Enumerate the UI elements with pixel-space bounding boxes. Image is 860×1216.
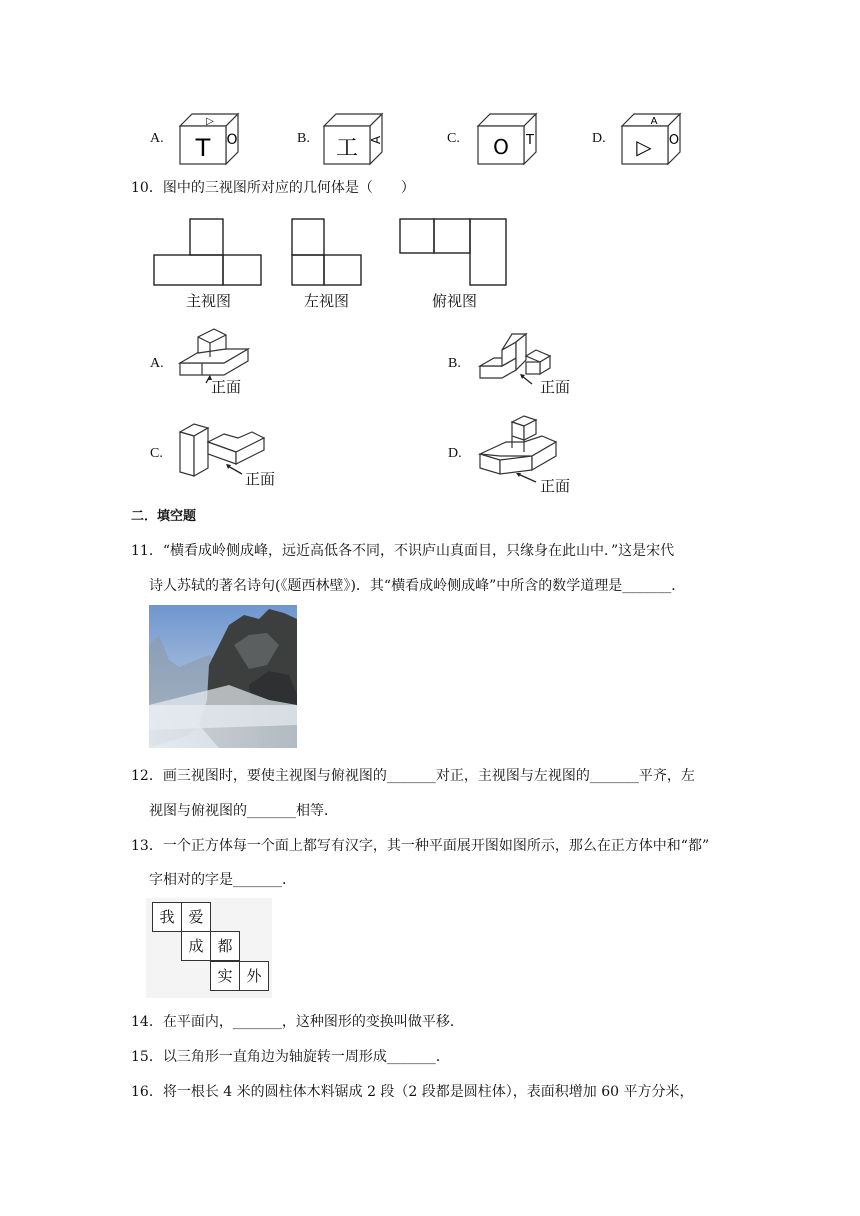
q10-option-a-label: A.: [150, 356, 164, 371]
q11-line2: 诗人苏轼的著名诗句(《题西林壁》)．其“横看成岭侧成峰”中所含的数学道理是_______．: [149, 578, 686, 594]
q9-option-d-label: D.: [592, 131, 606, 146]
q9-option-c-label: C.: [447, 131, 460, 146]
q14-question: 14．在平面内，_______，这种图形的变换叫做平移．: [131, 1014, 464, 1030]
q9-option-b-label: B.: [297, 131, 310, 146]
q9-d-front-letter: ▷: [636, 135, 652, 159]
q9-c-front-letter: O: [493, 135, 509, 159]
q13-line1: 13．一个正方体每一个面上都写有汉字，其一种平面展开图如图所示，那么在正方体中和“都”: [131, 838, 710, 854]
q9-option-a-cube: [176, 110, 242, 166]
left-view-figure: [292, 219, 361, 285]
q10-option-c-caption: 正面: [245, 470, 276, 488]
net-cell-3: 成: [181, 931, 211, 961]
q10-option-a-caption: 正面: [211, 378, 242, 396]
q15-question: 15．以三角形一直角边为轴旋转一周形成_______．: [131, 1049, 450, 1065]
left-view-label: 左视图: [304, 292, 350, 310]
q10-option-b-caption: 正面: [540, 378, 571, 396]
q9-d-side-letter: O: [668, 133, 680, 148]
q9-a-front-letter: T: [195, 134, 211, 162]
mountain-photo: [149, 605, 297, 748]
top-view-figure: [400, 219, 506, 285]
front-view-label: 主视图: [186, 292, 232, 310]
net-cell-2: 爱: [181, 902, 211, 932]
q12-line1: 12．画三视图时，要使主视图与俯视图的_______对正，主视图与左视图的_______平齐，左: [131, 768, 695, 784]
q10-option-b-label: B.: [448, 356, 461, 371]
top-view-label: 俯视图: [432, 292, 478, 310]
q10-question: 10．图中的三视图所对应的几何体是（ ）: [131, 180, 415, 196]
net-cell-6: 外: [239, 961, 269, 991]
q10-option-d-solid: [476, 412, 576, 482]
q12-line2: 视图与俯视图的_______相等．: [149, 803, 338, 819]
q9-b-front-letter: 工: [335, 136, 359, 161]
net-cell-4: 都: [210, 931, 240, 961]
q9-option-a-label: A.: [150, 131, 164, 146]
front-view-figure: [154, 219, 261, 285]
cube-net: [146, 898, 272, 998]
q10-option-d-label: D.: [448, 446, 462, 461]
q9-option-d-cube: [618, 110, 684, 166]
net-cell-1: 我: [152, 902, 182, 932]
q10-option-c-label: C.: [150, 446, 163, 461]
section-title: 二．填空题: [131, 509, 197, 524]
q11-line1: 11．“横看成岭侧成峰，远近高低各不同，不识庐山真面目，只缘身在此山中．”这是宋代: [131, 543, 675, 559]
q10-option-d-caption: 正面: [540, 477, 571, 495]
q9-b-side-letter: A: [369, 135, 383, 145]
q9-a-side-letter: O: [226, 132, 238, 148]
q9-option-c-cube: [474, 110, 540, 166]
q9-c-side-letter: T: [526, 133, 534, 148]
q13-line2: 字相对的字是_______．: [149, 872, 296, 888]
q9-option-b-cube: [320, 110, 386, 166]
net-cell-5: 实: [210, 961, 240, 991]
q16-question: 16．将一根长 4 米的圆柱体木料锯成 2 段（2 段都是圆柱体），表面积增加 60 平方分米，: [131, 1084, 694, 1100]
q9-d-top-letter: A: [650, 116, 658, 127]
q9-a-top-letter: ▷: [206, 116, 214, 127]
